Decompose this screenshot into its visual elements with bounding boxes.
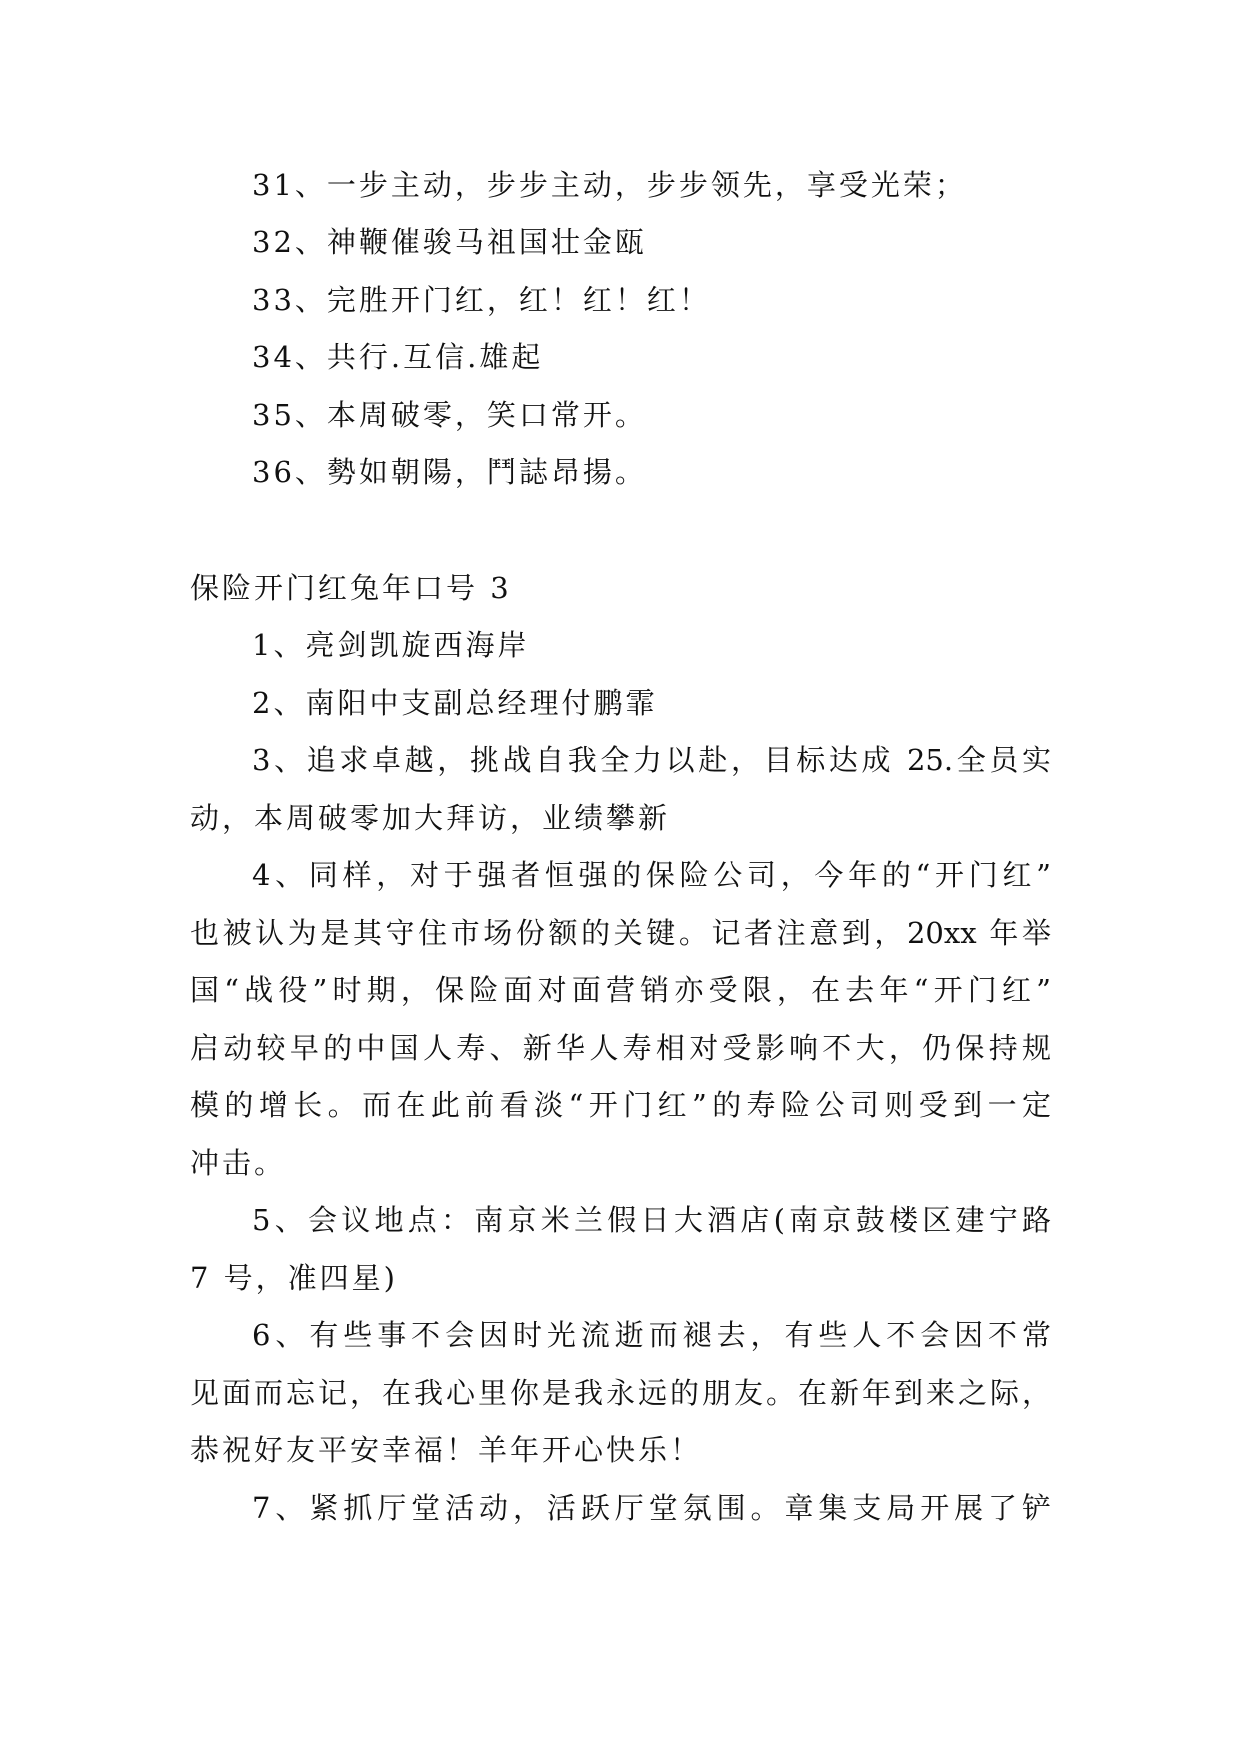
- paragraph-line: 5、会议地点：南京米兰假日大酒店(南京鼓楼区建宁路: [252, 1203, 1051, 1237]
- list-item: 36、勢如朝陽，鬥誌昂揚。: [252, 455, 647, 489]
- list-item: 34、共行.互信.雄起: [252, 340, 544, 374]
- list-item: 35、本周破零，笑口常开。: [252, 398, 647, 432]
- paragraph-line: 也被认为是其守住市场份额的关键。记者注意到，20xx 年举: [190, 916, 1051, 950]
- paragraph-line: 见面而忘记，在我心里你是我永远的朋友。在新年到来之际，: [190, 1376, 1051, 1410]
- paragraph-line: 冲击。: [190, 1146, 287, 1180]
- list-item: 1、亮剑凯旋西海岸: [252, 628, 530, 662]
- paragraph-line: 7、紧抓厅堂活动，活跃厅堂氛围。章集支局开展了铲: [252, 1491, 1051, 1525]
- paragraph-line: 启动较早的中国人寿、新华人寿相对受影响不大，仍保持规: [190, 1031, 1051, 1065]
- list-item: 2、南阳中支副总经理付鹏霏: [252, 686, 658, 720]
- list-item: 32、神鞭催骏马祖国壮金瓯: [252, 225, 647, 259]
- paragraph-line: 7 号，准四星): [190, 1261, 398, 1295]
- paragraph-line: 动，本周破零加大拜访，业绩攀新: [190, 801, 671, 835]
- paragraph-line: 3、追求卓越，挑战自我全力以赴，目标达成 25.全员实: [252, 743, 1051, 777]
- list-item: 33、完胜开门红，红！红！红！: [252, 283, 711, 317]
- paragraph-line: 6、有些事不会因时光流逝而褪去，有些人不会因不常: [252, 1318, 1051, 1352]
- paragraph-line: 模的增长。而在此前看淡“开门红”的寿险公司则受到一定: [190, 1088, 1051, 1122]
- paragraph-line: 恭祝好友平安幸福！羊年开心快乐！: [190, 1433, 703, 1467]
- paragraph-line: 4、同样，对于强者恒强的保险公司，今年的“开门红”: [252, 858, 1051, 892]
- section-title: 保险开门红兔年口号 3: [190, 571, 512, 605]
- list-item: 31、一步主动，步步主动，步步领先，享受光荣；: [252, 168, 967, 202]
- paragraph-line: 国“战役”时期，保险面对面营销亦受限，在去年“开门红”: [190, 973, 1051, 1007]
